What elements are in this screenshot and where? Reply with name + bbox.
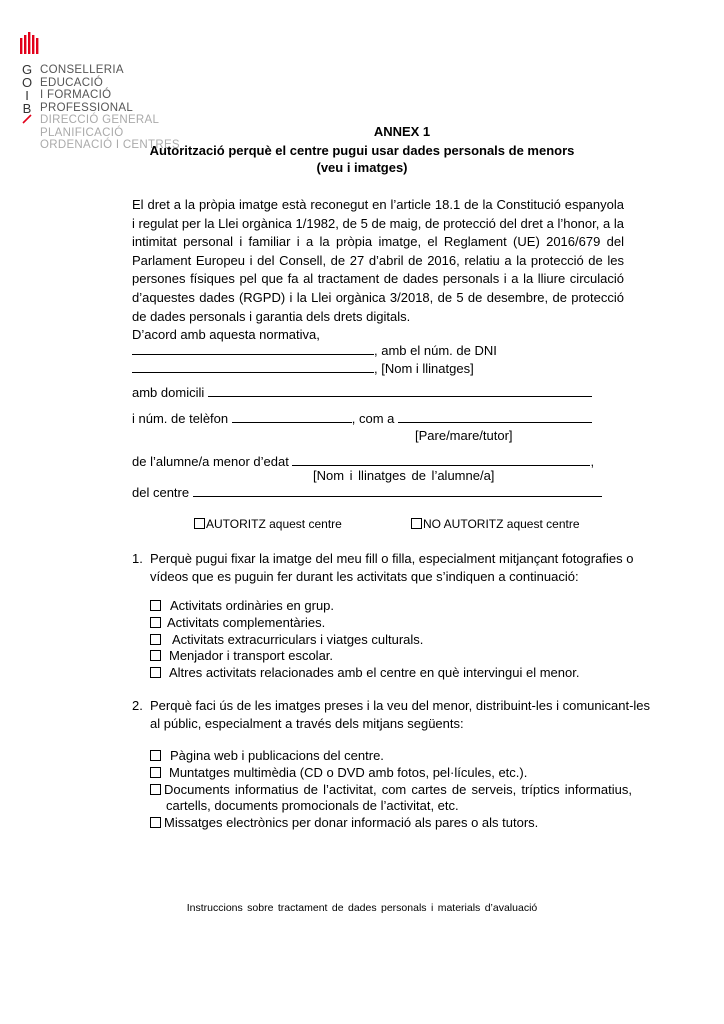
option-label: Activitats extracurriculars i viatges culturals. xyxy=(172,631,424,647)
name-label: , [Nom i llinatges] xyxy=(374,361,474,376)
option-label: Altres activitats relacionades amb el centre en què intervingui el menor. xyxy=(169,665,580,681)
relationship-field[interactable] xyxy=(398,410,592,423)
logo-slash-icon xyxy=(20,112,34,124)
name-row xyxy=(132,360,474,377)
document-subtitle: (veu i imatges) xyxy=(316,160,408,175)
intro-closing: D’acord amb aquesta normativa, xyxy=(132,327,320,343)
goib-letters xyxy=(20,63,34,115)
option-label: Muntatges multimèdia (CD o DVD amb fotos, pel·lícules, etc.). xyxy=(169,764,528,780)
checkbox[interactable] xyxy=(150,767,161,778)
list-item xyxy=(150,648,579,665)
guardian-name-field[interactable] xyxy=(132,360,374,373)
not-authorize-label: NO AUTORITZ aquest centre xyxy=(423,517,580,531)
logo-letter: I xyxy=(25,88,29,103)
checkbox[interactable] xyxy=(150,617,161,628)
list-item xyxy=(150,615,579,632)
org-line: CONSELLERIA xyxy=(40,64,124,76)
org-line: PROFESSIONAL xyxy=(40,101,134,114)
student-name-field[interactable] xyxy=(292,453,590,466)
list-item xyxy=(150,665,579,682)
section2-text xyxy=(150,697,650,733)
section1-text-line: vídeos que es puguin fer durant les activitats que s’indiquen a continuació: xyxy=(150,569,579,584)
option-label: Missatges electrònics per donar informació als pares o als tutors. xyxy=(164,815,539,831)
authorize-label: AUTORITZ aquest centre xyxy=(206,517,342,531)
ministry-name xyxy=(40,64,133,114)
option-label: cartells, documents promocionals de l’activitat, etc. xyxy=(166,798,459,814)
not-authorize-checkbox[interactable] xyxy=(411,518,422,529)
center-label: del centre xyxy=(132,485,190,500)
address-row xyxy=(132,384,592,401)
center-field[interactable] xyxy=(193,484,602,497)
option-label: Activitats complementàries. xyxy=(167,614,326,630)
section2-number: 2. xyxy=(132,698,143,713)
list-item xyxy=(150,765,632,782)
phone-field[interactable] xyxy=(232,410,352,423)
center-row xyxy=(132,484,602,501)
logo-letter: B xyxy=(22,101,32,116)
section2-options xyxy=(150,748,632,832)
student-label: de l’alumne/a menor d’edat xyxy=(132,454,289,469)
goib-logo-icon xyxy=(20,32,40,54)
section1-options xyxy=(150,598,579,682)
list-item xyxy=(150,782,632,799)
authorize-checkbox[interactable] xyxy=(194,518,205,529)
list-item xyxy=(150,632,579,649)
list-item-continuation xyxy=(150,798,632,815)
org-line: I FORMACIÓ xyxy=(40,89,112,102)
intro-paragraph: El dret a la pròpia imatge està reconegut en l’article 18.1 de la Constitució espanyola i regulat per la Llei orgànica 1/1982, de 5 de maig, de protecció del dret a l’honor, a la intimitat personal i familiar i a la pròpia imatge, el Reglament (UE) 2016/679 del Parlament Europeu i del Consell, de 27 d’abril de 2016, relatiu a la protecció de les persones físiques pel que fa al tractament de dades personals i a la lliure circulació d’aquestes dades (RGPD) i la Llei orgànica 3/2018, de 5 de desembre, de protecció de dades personals i garantia dels drets digitals. xyxy=(132,197,624,324)
org-line: EDUCACIÓ xyxy=(40,76,104,89)
option-label: Documents informatius de l’activitat, com cartes de serveis, tríptics informatius, xyxy=(164,781,632,797)
phone-row xyxy=(132,410,592,427)
option-label: Activitats ordinàries en grup. xyxy=(170,598,335,613)
checkbox[interactable] xyxy=(150,634,161,645)
logo-letter: G xyxy=(21,62,33,77)
checkbox[interactable] xyxy=(150,817,161,828)
org-sub-line: DIRECCIÓ GENERAL xyxy=(40,114,160,126)
checkbox[interactable] xyxy=(150,667,161,678)
org-sub-line: ORDENACIÓ I CENTRES xyxy=(40,139,180,152)
list-item xyxy=(150,598,579,615)
phone-label: i núm. de telèfon xyxy=(132,411,229,426)
list-item xyxy=(150,815,632,832)
not-authorize-option xyxy=(411,516,580,532)
checkbox[interactable] xyxy=(150,650,161,661)
address-label: amb domicili xyxy=(132,385,205,400)
checkbox[interactable] xyxy=(150,784,161,795)
section1-text xyxy=(150,550,633,586)
guardian-dni-field[interactable] xyxy=(132,342,374,355)
dni-label: , amb el núm. de DNI xyxy=(374,343,497,358)
annex-title: ANNEX 1 xyxy=(373,124,431,139)
logo-letter: O xyxy=(21,75,33,90)
org-sub-line: PLANIFICACIÓ xyxy=(40,126,124,139)
student-hint: [Nom i llinatges de l’alumne/a] xyxy=(313,468,495,483)
document-title: Autorització perquè el centre pugui usar dades personals de menors xyxy=(149,143,575,158)
section1-text-line: Perquè pugui fixar la imatge del meu fill o filla, especialment mitjançant fotografies o xyxy=(150,551,634,566)
section2-text-line: al públic, especialment a través dels mitjans següents: xyxy=(150,716,464,731)
option-label: Menjador i transport escolar. xyxy=(169,648,334,664)
role-hint: [Pare/mare/tutor] xyxy=(415,428,513,443)
checkbox[interactable] xyxy=(150,750,161,761)
section2-text-line: Perquè faci ús de les imatges preses i la veu del menor, distribuint-les i comunicant-les xyxy=(150,698,651,713)
checkbox[interactable] xyxy=(150,600,161,611)
page-footer: Instruccions sobre tractament de dades personals i materials d’avaluació xyxy=(186,902,538,914)
section1-number: 1. xyxy=(132,551,143,566)
dni-row xyxy=(132,342,497,359)
as-label: , com a xyxy=(351,411,395,426)
list-item xyxy=(150,748,632,765)
legal-intro xyxy=(132,196,624,345)
authorize-option xyxy=(194,516,342,532)
option-label: Pàgina web i publicacions del centre. xyxy=(170,748,384,763)
student-comma: , xyxy=(590,454,595,469)
address-field[interactable] xyxy=(208,384,592,397)
